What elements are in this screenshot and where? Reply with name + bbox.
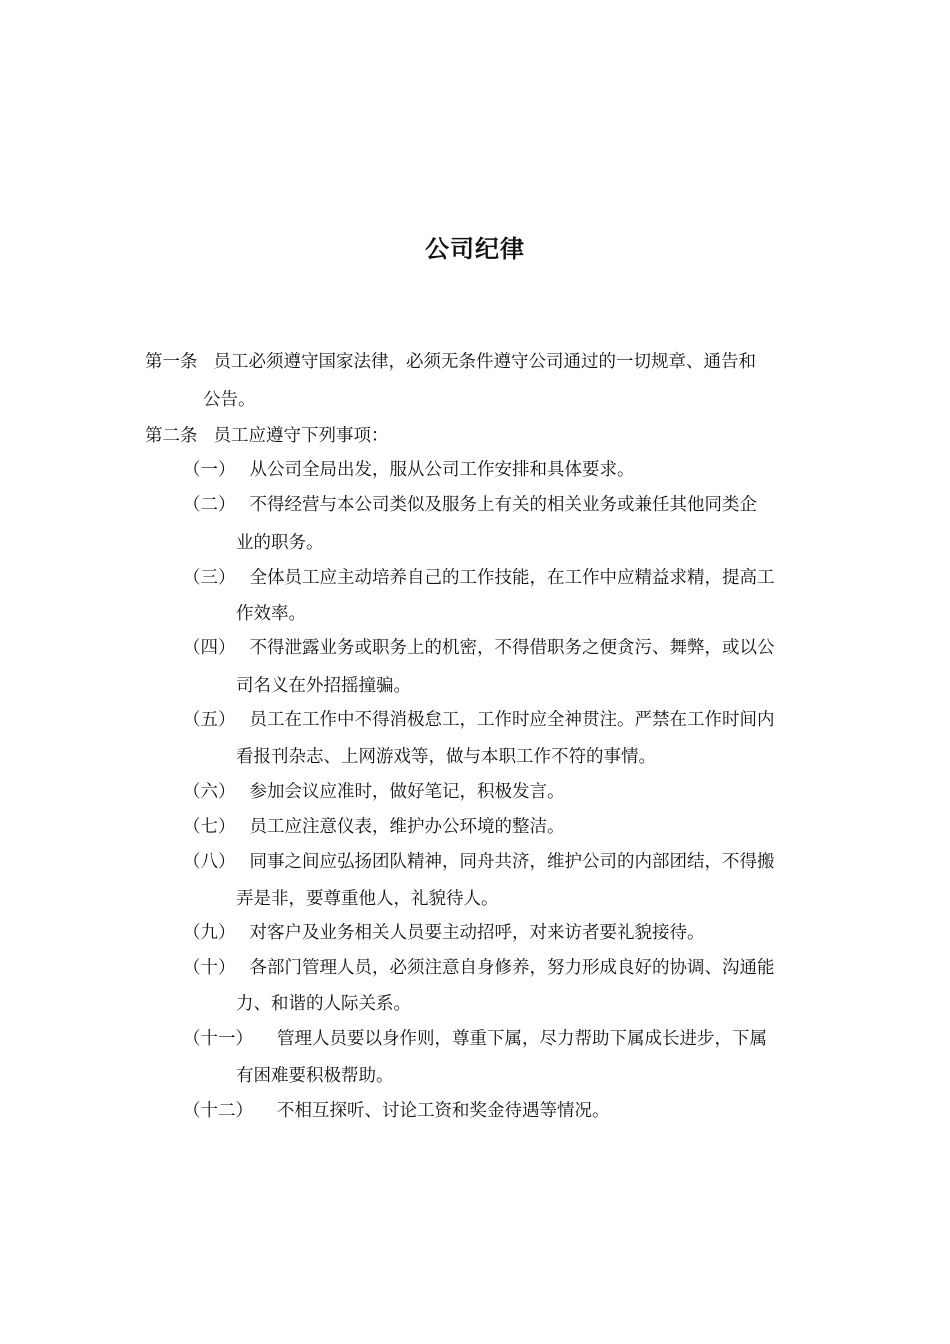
list-item — [183, 850, 775, 874]
item-number: （七） — [183, 817, 236, 837]
article-label: 第二条 — [145, 426, 198, 446]
list-item — [183, 566, 775, 590]
item-text: 从公司全局出发，服从公司工作安排和具体要求。 — [249, 460, 635, 480]
list-item-continuation: 作效率。 — [236, 604, 306, 624]
list-item — [183, 1027, 767, 1051]
item-number: （六） — [183, 782, 236, 802]
item-number: （一） — [183, 460, 236, 480]
item-text: 同事之间应弘扬团队精神，同舟共济，维护公司的内部团结，不得搬 — [249, 852, 775, 872]
item-text: 不得泄露业务或职务上的机密，不得借职务之便贪污、舞弊，或以公 — [249, 638, 775, 658]
article-label: 第一条 — [145, 352, 198, 372]
list-item — [183, 815, 565, 839]
article-1-line-1 — [145, 350, 756, 374]
item-text: 参加会议应准时，做好笔记，积极发言。 — [249, 782, 565, 802]
article-text: 员工应遵守下列事项： — [213, 426, 389, 446]
item-text: 全体员工应主动培养自己的工作技能，在工作中应精益求精，提高工 — [249, 568, 775, 588]
list-item — [183, 493, 757, 517]
list-item-continuation: 弄是非，要尊重他人，礼貌待人。 — [236, 889, 499, 909]
item-text: 员工在工作中不得消极怠工，工作时应全神贯注。严禁在工作时间内 — [249, 710, 775, 730]
item-number: （二） — [183, 495, 236, 515]
list-item — [183, 921, 705, 945]
article-text: 员工必须遵守国家法律，必须无条件遵守公司通过的一切规章、通告和 — [213, 352, 756, 372]
document-title: 公司纪律 — [425, 235, 525, 263]
list-item — [183, 708, 775, 732]
item-number: （四） — [183, 638, 236, 658]
item-number: （五） — [183, 710, 236, 730]
list-item-continuation: 司名义在外招摇撞骗。 — [236, 676, 411, 696]
article-1-line-2: 公告。 — [203, 390, 256, 410]
list-item-continuation: 有困难要积极帮助。 — [236, 1066, 394, 1086]
item-text: 员工应注意仪表，维护办公环境的整洁。 — [249, 817, 565, 837]
list-item — [183, 636, 775, 660]
list-item-continuation: 力、和谐的人际关系。 — [236, 994, 411, 1014]
item-text: 不得经营与本公司类似及服务上有关的相关业务或兼任其他同类企 — [249, 495, 757, 515]
item-number: （十） — [183, 958, 236, 978]
list-item-continuation: 业的职务。 — [236, 533, 324, 553]
item-number: （十一） — [183, 1029, 253, 1049]
item-text: 管理人员要以身作则，尊重下属，尽力帮助下属成长进步，下属 — [277, 1029, 767, 1049]
list-item — [183, 780, 565, 804]
item-number: （十二） — [183, 1101, 253, 1121]
item-number: （三） — [183, 568, 236, 588]
list-item-continuation: 看报刊杂志、上网游戏等，做与本职工作不符的事情。 — [236, 747, 656, 767]
item-text: 不相互探听、讨论工资和奖金待遇等情况。 — [277, 1101, 610, 1121]
item-text: 对客户及业务相关人员要主动招呼，对来访者要礼貌接待。 — [249, 923, 705, 943]
item-text: 各部门管理人员，必须注意自身修养，努力形成良好的协调、沟通能 — [249, 958, 775, 978]
item-number: （八） — [183, 852, 236, 872]
article-2-line-1 — [145, 424, 389, 448]
list-item — [183, 458, 635, 482]
item-number: （九） — [183, 923, 236, 943]
list-item — [183, 1099, 610, 1123]
list-item — [183, 956, 775, 980]
